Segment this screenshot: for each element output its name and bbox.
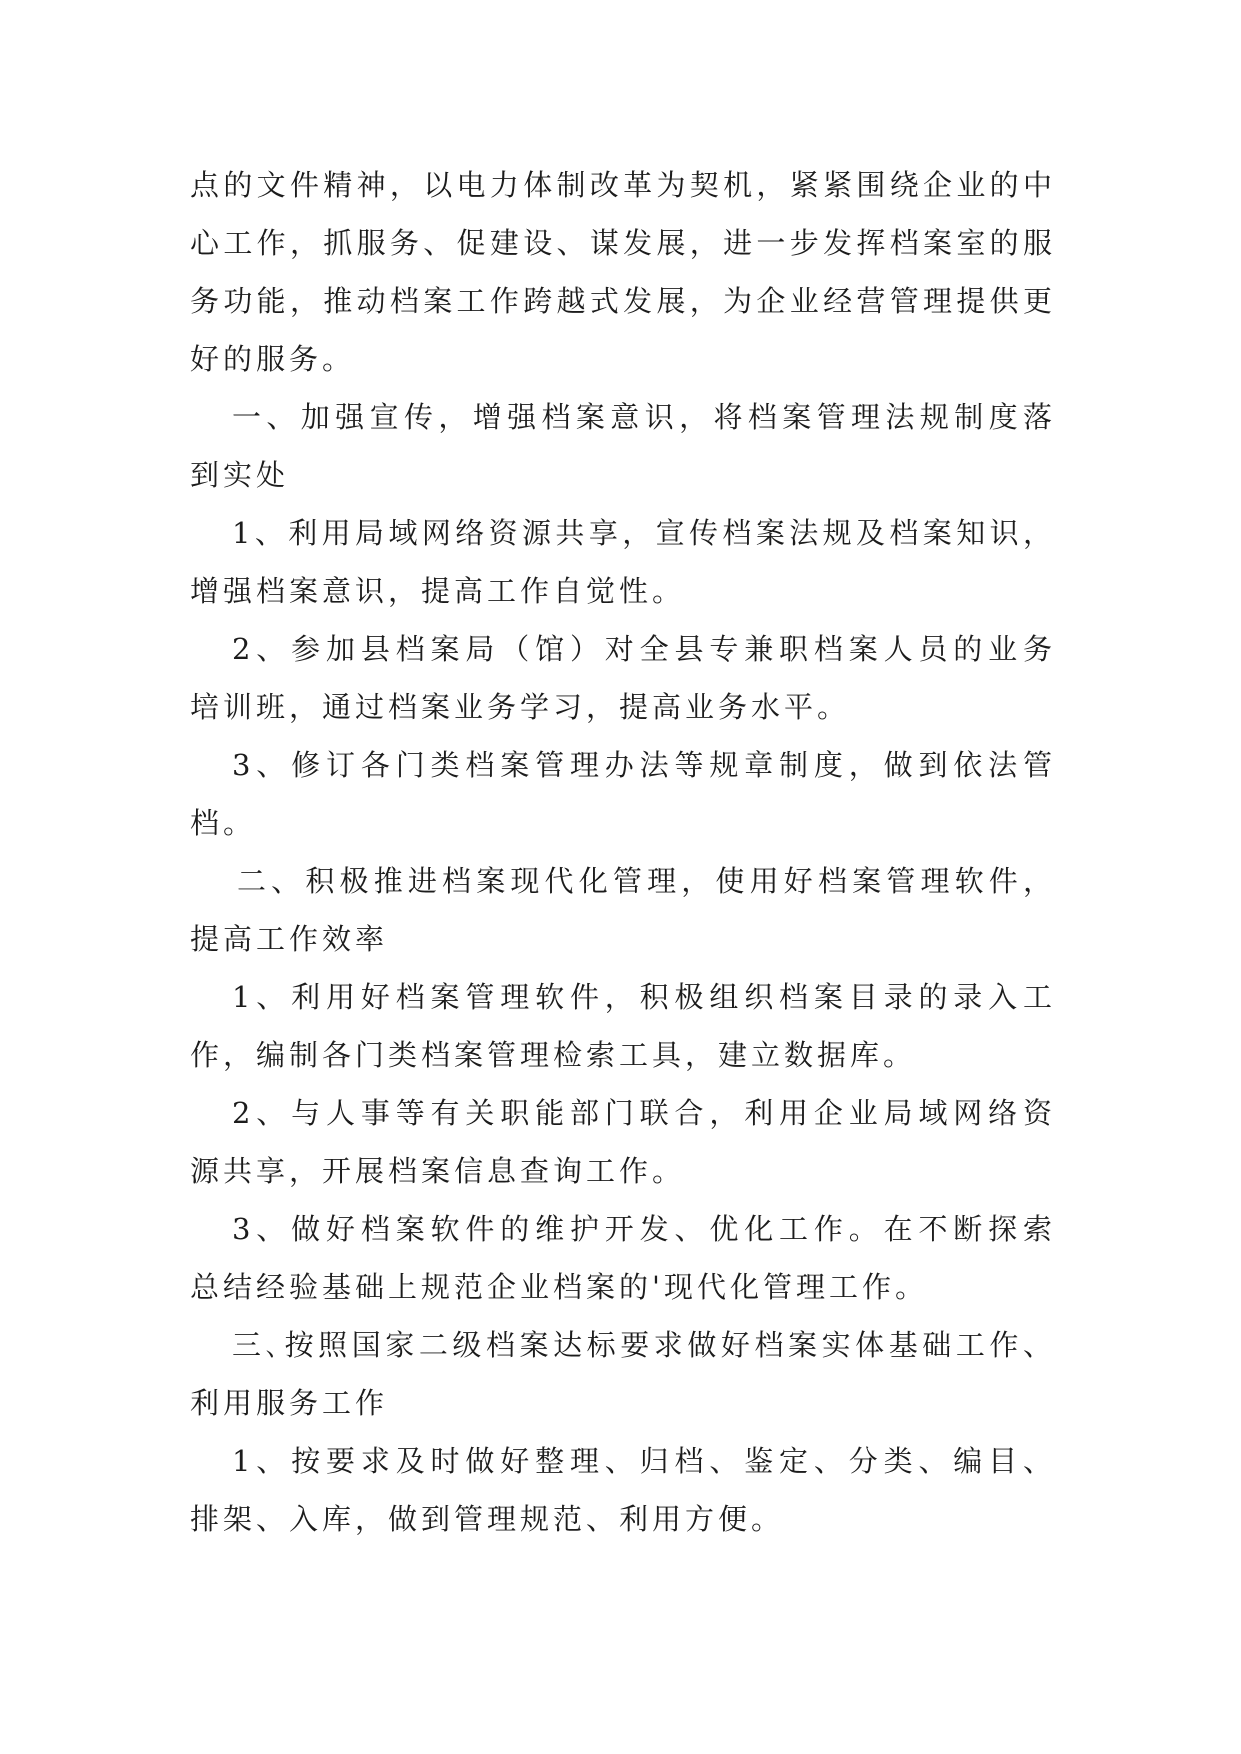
text-line: 培训班，通过档案业务学习，提高业务水平。	[190, 690, 851, 724]
list-item	[190, 736, 1052, 852]
text-line: 增强档案意识，提高工作自觉性。	[190, 574, 686, 608]
text-line: 排架、入库，做到管理规范、利用方便。	[190, 1502, 785, 1536]
text-line: 点的文件精神，以电力体制改革为契机，紧紧围绕企业的中	[190, 168, 1052, 202]
text-line: 1、利用局域网络资源共享，宣传档案法规及档案知识，	[232, 516, 1052, 550]
text-line: 2、参加县档案局（馆）对全县专兼职档案人员的业务	[232, 632, 1052, 666]
text-line: 提高工作效率	[190, 922, 389, 956]
list-item	[190, 1084, 1052, 1200]
list-item	[190, 1200, 1052, 1316]
text-line: 一、加强宣传，增强档案意识，将档案管理法规制度落	[232, 400, 1052, 434]
text-line: 2、与人事等有关职能部门联合，利用企业局域网络资	[232, 1096, 1052, 1130]
text-line: 好的服务。	[190, 342, 356, 376]
text-line: 三､按照国家二级档案达标要求做好档案实体基础工作、	[232, 1328, 1052, 1362]
text-line: 务功能，推动档案工作跨越式发展，为企业经营管理提供更	[190, 284, 1052, 318]
text-line: 3、修订各门类档案管理办法等规章制度，做到依法管	[232, 748, 1052, 782]
section-heading-1	[190, 388, 1052, 504]
text-line: 3、做好档案软件的维护开发、优化工作。在不断探索	[232, 1212, 1052, 1246]
text-line: 总结经验基础上规范企业档案的'现代化管理工作。	[190, 1270, 928, 1304]
text-line: 作，编制各门类档案管理检索工具，建立数据库。	[190, 1038, 917, 1072]
text-line: 1、利用好档案管理软件，积极组织档案目录的录入工	[232, 980, 1052, 1014]
list-item	[190, 1432, 1052, 1548]
text-line: 档。	[190, 806, 257, 840]
text-line: 利用服务工作	[190, 1386, 389, 1420]
text-line: 源共享，开展档案信息查询工作。	[190, 1154, 686, 1188]
document-page	[190, 156, 1052, 1548]
text-line: 心工作，抓服务、促建设、谋发展，进一步发挥档案室的服	[190, 226, 1052, 260]
paragraph-continuation	[190, 156, 1052, 388]
list-item	[190, 968, 1052, 1084]
text-line: 1、按要求及时做好整理、归档、鉴定、分类、编目、	[232, 1444, 1052, 1478]
section-heading-3	[190, 1316, 1052, 1432]
list-item	[190, 620, 1052, 736]
text-line: 到实处	[190, 458, 290, 492]
section-heading-2	[190, 852, 1052, 968]
list-item	[190, 504, 1052, 620]
text-line: 二、积极推进档案现代化管理，使用好档案管理软件，	[237, 864, 1052, 898]
